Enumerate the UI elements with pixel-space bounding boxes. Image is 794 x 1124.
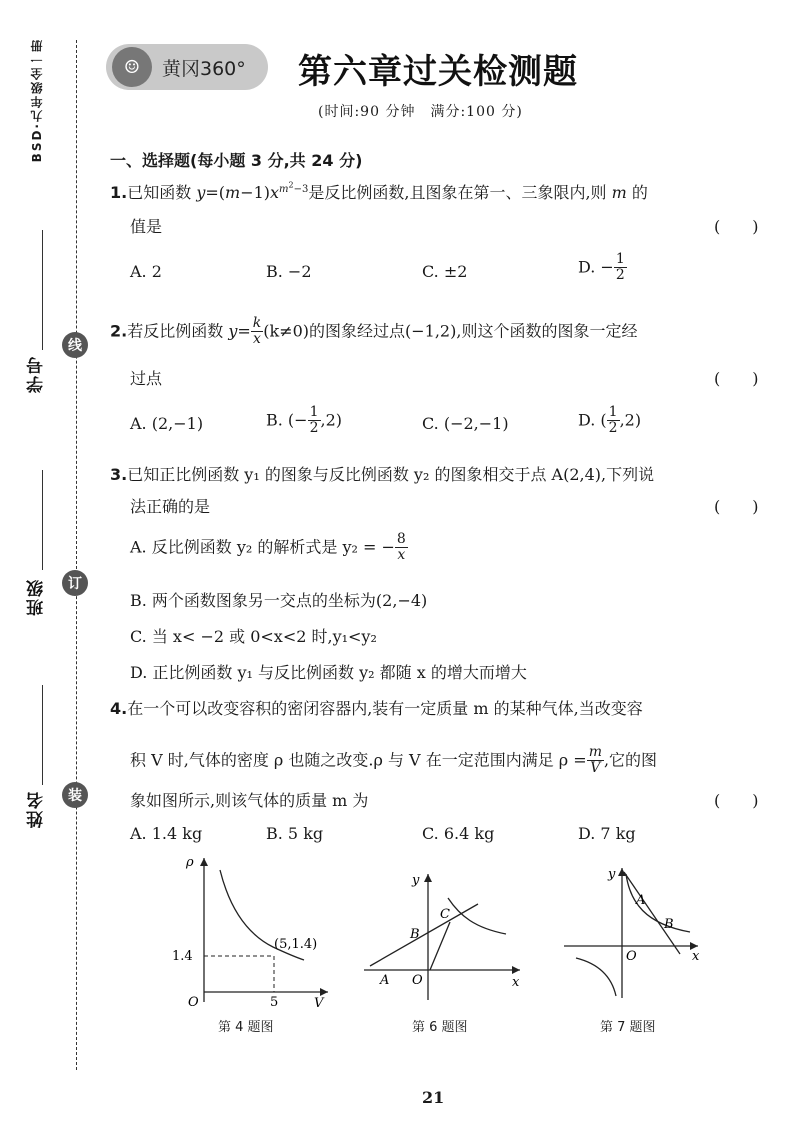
question-1-line-2: 值是 <box>130 217 163 236</box>
q4-option-c[interactable]: C. 6.4 kg <box>422 824 495 843</box>
q4-option-b[interactable]: B. 5 kg <box>266 824 324 843</box>
q4-option-d[interactable]: D. 7 kg <box>578 824 636 843</box>
binding-dashed-line <box>76 40 77 1070</box>
fig6-label-y: y <box>412 873 420 888</box>
fig7-label-a: A <box>636 893 646 908</box>
question-3-line-1: 3.已知正比例函数 y₁ 的图象与反比例函数 y₂ 的图象相交于点 A(2,4),下列说 <box>110 465 655 484</box>
q2-option-a[interactable]: A. (2,−1) <box>130 414 204 433</box>
question-2-line-1: 2.若反比例函数 y= $\frac{k}{x}$ (k≠0)的图象经过点(−1,2),则这个函数的图象一定经 <box>110 315 638 348</box>
fig7-label-b: B <box>664 917 674 932</box>
q1-option-a[interactable]: A. 2 <box>130 262 162 281</box>
q3-option-b[interactable]: B. 两个函数图象另一交点的坐标为(2,−4) <box>130 591 428 610</box>
q1-option-d[interactable]: D. − $\frac{1}{2}$ <box>578 251 625 284</box>
mark-ding: 订 <box>62 570 88 596</box>
q2-option-d[interactable]: D. ( $\frac{1}{2}$ ,2) <box>578 404 642 437</box>
student-id-line <box>42 230 43 350</box>
figure-6-graph <box>360 866 530 1006</box>
class-line <box>42 470 43 570</box>
fig4-x-label: V <box>314 996 324 1011</box>
figure-7-caption: 第 7 题图 <box>600 1020 656 1035</box>
fig4-x-tick: 5 <box>270 995 279 1010</box>
page-number: 21 <box>422 1088 445 1107</box>
fig6-label-x: x <box>512 975 520 990</box>
fig7-label-x: x <box>692 949 700 964</box>
fig4-point-label: (5,1.4) <box>274 937 318 952</box>
name-label: 姓名 <box>27 790 47 828</box>
figure-4-graph <box>168 852 338 1012</box>
fig6-label-b: B <box>410 927 420 942</box>
answer-blank-2[interactable]: ( ) <box>714 369 759 388</box>
fig6-label-o: O <box>412 973 423 988</box>
name-line <box>42 685 43 785</box>
q2-option-c[interactable]: C. (−2,−1) <box>422 414 509 433</box>
q4-option-a[interactable]: A. 1.4 kg <box>130 824 203 843</box>
answer-blank-3[interactable]: ( ) <box>714 497 759 516</box>
mascot-icon: ☺ <box>112 47 152 87</box>
student-id-label: 学号 <box>27 355 47 393</box>
question-4-line-1: 4.在一个可以改变容积的密闭容器内,装有一定质量 m 的某种气体,当改变容 <box>110 699 643 718</box>
figure-6-caption: 第 6 题图 <box>412 1020 468 1035</box>
mark-zhuang: 装 <box>62 782 88 808</box>
question-4-line-2: 积 V 时,气体的密度 ρ 也随之改变.ρ 与 V 在一定范围内满足 ρ = $\frac{m}{V}$ ,它的图 <box>130 744 658 777</box>
fig7-label-o: O <box>626 949 637 964</box>
mark-xian: 线 <box>62 332 88 358</box>
fig4-y-tick: 1.4 <box>172 949 193 964</box>
q2-option-b[interactable]: B. (− $\frac{1}{2}$ ,2) <box>266 404 343 437</box>
q1-option-b[interactable]: B. −2 <box>266 262 312 281</box>
class-label: 班级 <box>27 578 47 616</box>
fig6-label-a: A <box>380 973 390 988</box>
question-4-line-3: 象如图所示,则该气体的质量 m 为 <box>130 791 369 810</box>
answer-blank-4[interactable]: ( ) <box>714 791 759 810</box>
spine-label: BSD·九年级全一册 <box>30 38 44 163</box>
fig7-label-y: y <box>608 867 616 882</box>
q3-option-d[interactable]: D. 正比例函数 y₁ 与反比例函数 y₂ 都随 x 的增大而增大 <box>130 663 527 682</box>
q3-option-a[interactable]: A. 反比例函数 y₂ 的解析式是 y₂ = − $\frac{8}{x}$ <box>130 531 406 564</box>
q1-option-c[interactable]: C. ±2 <box>422 262 468 281</box>
figure-4-caption: 第 4 题图 <box>218 1020 274 1035</box>
question-1-line-1: 1.已知函数 $y=(m-1)x^{m^2-3}$是反比例函数,且图象在第一、三象限内,则 m 的 <box>110 180 648 202</box>
exam-time-info: (时间:90 分钟 满分:100 分) <box>318 104 523 120</box>
fig4-origin: O <box>188 995 199 1010</box>
section-heading: 一、选择题(每小题 3 分,共 24 分) <box>110 151 363 170</box>
q3-option-c[interactable]: C. 当 x< −2 或 0<x<2 时,y₁<y₂ <box>130 627 377 646</box>
answer-blank-1[interactable]: ( ) <box>714 217 759 236</box>
page-title: 第六章过关检测题 <box>298 52 578 92</box>
brand-badge <box>106 44 268 90</box>
fig4-y-label: ρ <box>186 855 194 870</box>
figure-7-graph <box>560 862 710 1002</box>
question-3-line-2: 法正确的是 <box>130 497 211 516</box>
question-2-line-2: 过点 <box>130 369 163 388</box>
fig6-label-c: C <box>440 907 450 922</box>
brand-text: 黄冈360° <box>162 57 246 80</box>
